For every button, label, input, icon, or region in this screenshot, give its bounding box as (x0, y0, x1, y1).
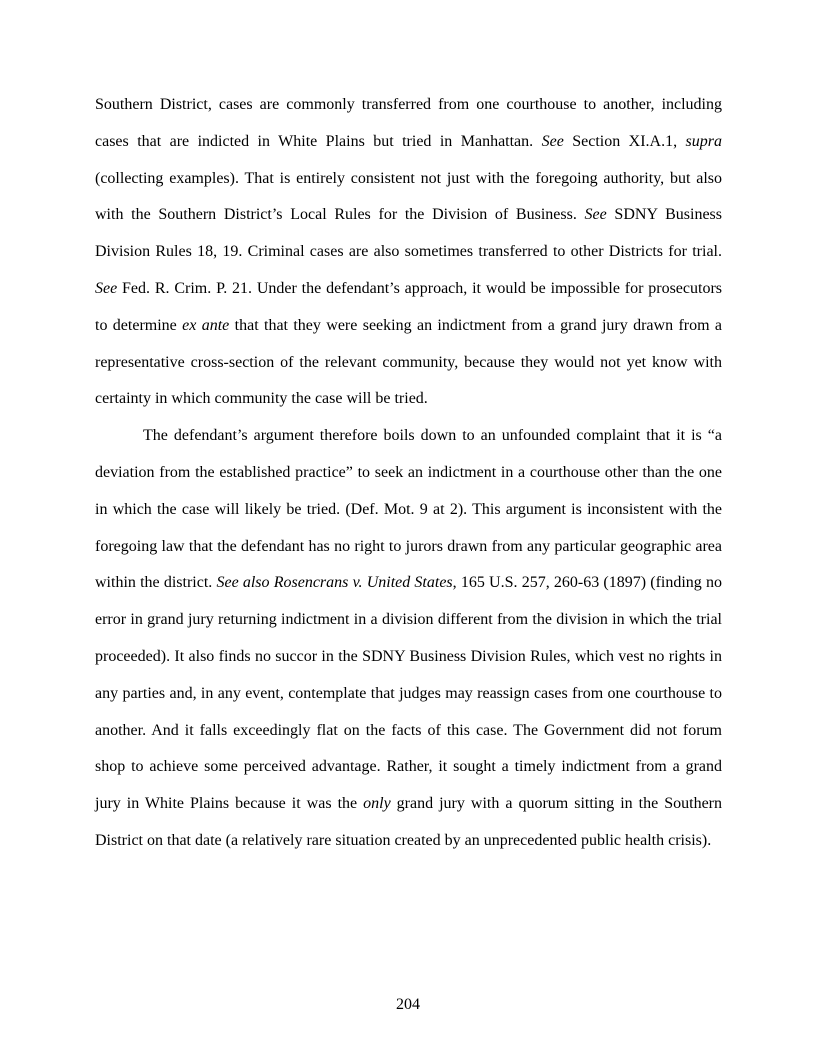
italic-text-run: See also Rosencrans v. United States (216, 574, 453, 592)
italic-text-run: See (95, 279, 118, 297)
text-run: (collecting examples). That is entirely consistent not just with the foregoing authority, but also with the Southern District’s Local Rules for the Division of Business. (95, 169, 722, 224)
italic-text-run: only (363, 795, 391, 813)
page-number: 204 (396, 996, 420, 1013)
text-run: grand jury with a quorum sitting in the Southern District on that date (a relatively rare situation created by an unprecedented public health crisis). (95, 795, 723, 849)
paragraph (95, 87, 722, 418)
paragraph (95, 418, 722, 860)
text-run: SDNY Business Division Rules 18, 19. Criminal cases are also sometimes transferred to other Districts for trial. (95, 206, 722, 261)
italic-text-run: ex ante (182, 316, 230, 334)
text-run: , 165 U.S. 257, 260-63 (1897) (finding no error in grand jury returning indictment in a division different from the division in which the trial proceeded). It also finds no succor in the SDNY Business Division Rules, which vest no rights in any parties and, in any event, contemplate that judges may reassign cases from one courthouse to another. And it falls exceedingly flat on the facts of this case. The Government did not forum shop to achieve some perceived advantage. Rather, it sought a timely indictment from a grand jury in White Plains because it was the (95, 574, 723, 813)
italic-text-run: See (584, 206, 607, 224)
italic-text-run: supra (685, 132, 722, 150)
italic-text-run: See (541, 132, 564, 150)
text-run: Fed. R. Crim. P. 21. Under the defendant’s approach, it would be impossible for prosecutors to determine (95, 279, 722, 334)
document-body (95, 87, 722, 860)
text-run: Southern District, cases are commonly transferred from one courthouse to another, including cases that are indicted in White Plains but tried in Manhattan. (95, 96, 722, 150)
text-run: that that they were seeking an indictment from a grand jury drawn from a representative cross-section of the relevant community, because they would not yet know with certainty in which community the case will be tried. (95, 316, 723, 408)
text-run: The defendant’s argument therefore boils down to an unfounded complaint that it is “a deviation from the established practice” to seek an indictment in a courthouse other than the one in which the case will likely be tried. (Def. Mot. 9 at 2). This argument is inconsistent with the foregoing law that the defendant has no right to jurors drawn from any particular geographic area within the district. (95, 427, 722, 592)
text-run: Section XI.A.1, (563, 132, 686, 150)
